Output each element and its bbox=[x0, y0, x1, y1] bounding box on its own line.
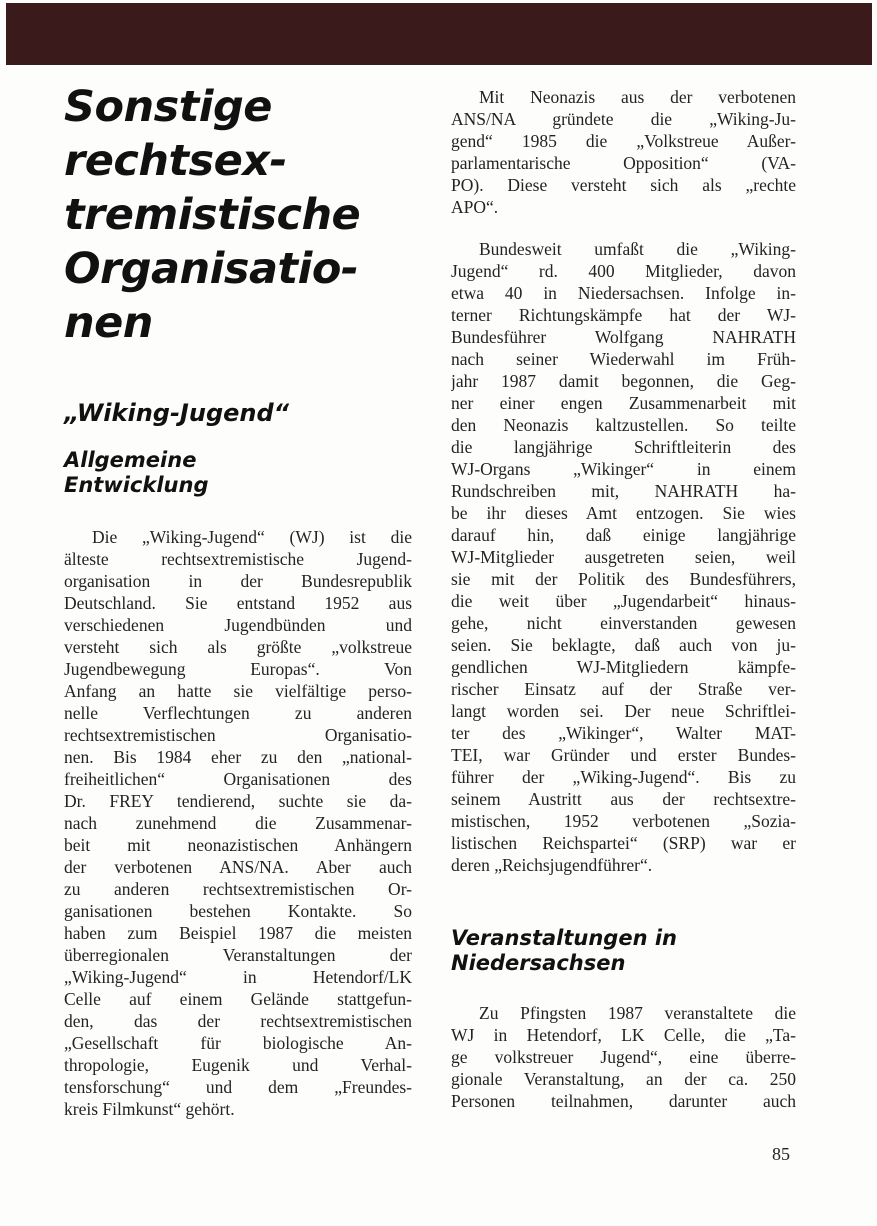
text-line: be ihr dieses Amt entzogen. Sie wies bbox=[451, 503, 796, 523]
text-line: Die „Wiking-Jugend“ (WJ) ist die bbox=[92, 527, 412, 547]
text-line: Bundesführer Wolfgang NAHRATH bbox=[451, 327, 796, 347]
text-line: gendlichen WJ-Mitgliedern kämpfe- bbox=[451, 657, 796, 677]
text-line: nen. Bis 1984 eher zu den „national- bbox=[64, 747, 412, 767]
text-line: ganisationen bestehen Kontakte. So bbox=[64, 901, 412, 921]
text-line: WJ in Hetendorf, LK Celle, die „Ta- bbox=[451, 1025, 796, 1045]
text-line: rischer Einsatz auf der Straße ver- bbox=[451, 679, 796, 699]
title-line: Sonstige bbox=[64, 82, 272, 132]
text-line: rechtsextremistischen Organisatio- bbox=[64, 725, 412, 745]
left-column bbox=[64, 80, 412, 1120]
text-line: kreis Filmkunst“ gehört. bbox=[64, 1099, 235, 1119]
text-line: älteste rechtsextremistische Jugend- bbox=[64, 549, 412, 569]
text-line: listischen Reichspartei“ (SRP) war er bbox=[451, 833, 796, 853]
title-line: Organisatio- bbox=[64, 244, 359, 294]
text-line: jahr 1987 damit begonnen, die Geg- bbox=[451, 371, 796, 391]
text-line: seinem Austritt aus der rechtsextre- bbox=[451, 789, 796, 809]
text-line: nelle Verflechtungen zu anderen bbox=[64, 703, 412, 723]
text-line: die langjährige Schriftleiterin des bbox=[451, 437, 796, 457]
subheading-events-lower-saxony bbox=[451, 926, 796, 976]
text-line: haben zum Beispiel 1987 die meisten bbox=[64, 923, 412, 943]
text-line: sie mit der Politik des Bundesführers, bbox=[451, 569, 796, 589]
paragraph-3 bbox=[451, 238, 796, 876]
text-line: Mit Neonazis aus der verbotenen bbox=[479, 87, 796, 107]
text-line: TEI, war Gründer und erster Bundes- bbox=[451, 745, 796, 765]
text-line: thropologie, Eugenik und Verhal- bbox=[64, 1055, 412, 1075]
subheading-general-development bbox=[64, 448, 412, 498]
text-line: WJ-Organs „Wikinger“ in einem bbox=[451, 459, 796, 479]
section-heading: „Wiking-Jugend“ bbox=[64, 399, 290, 427]
subheading-line: Veranstaltungen in bbox=[451, 926, 677, 950]
text-line: APO“. bbox=[451, 197, 499, 217]
text-line: ner einer engen Zusammenarbeit mit bbox=[451, 393, 796, 413]
text-line: PO). Diese versteht sich als „rechte bbox=[451, 175, 796, 195]
text-line: Deutschland. Sie entstand 1952 aus bbox=[64, 593, 412, 613]
text-line: deren „Reichsjugendführer“. bbox=[451, 855, 653, 875]
text-line: der verbotenen ANS/NA. Aber auch bbox=[64, 857, 412, 877]
page-number: 85 bbox=[772, 1144, 790, 1164]
text-line: gend“ 1985 die „Volkstreue Außer- bbox=[451, 131, 796, 151]
text-line: beit mit neonazistischen Anhängern bbox=[64, 835, 412, 855]
text-line: überregionalen Veranstaltungen der bbox=[64, 945, 412, 965]
paragraph-2 bbox=[451, 86, 796, 218]
text-line: den Neonazis kaltzustellen. So teilte bbox=[451, 415, 796, 435]
text-line: seien. Sie beklagte, daß auch von ju- bbox=[451, 635, 796, 655]
text-line: ANS/NA gründete die „Wiking-Ju- bbox=[451, 109, 796, 129]
right-column bbox=[451, 80, 796, 1112]
text-line: „Gesellschaft für biologische An- bbox=[64, 1033, 412, 1053]
title-line: rechtsex- bbox=[64, 136, 287, 186]
text-line: freiheitlichen“ Organisationen des bbox=[64, 769, 412, 789]
text-line: mistischen, 1952 verbotenen „Sozia- bbox=[451, 811, 796, 831]
text-line: organisation in der Bundesrepublik bbox=[64, 571, 412, 591]
text-line: WJ-Mitglieder ausgetreten seien, weil bbox=[451, 547, 796, 567]
text-line: Jugendbewegung Europas“. Von bbox=[64, 659, 412, 679]
paragraph-4 bbox=[451, 1002, 796, 1112]
text-line: Celle auf einem Gelände stattgefun- bbox=[64, 989, 412, 1009]
text-line: ter des „Wikinger“, Walter MAT- bbox=[451, 723, 796, 743]
text-line: ge volkstreuer Jugend“, eine überre- bbox=[451, 1047, 796, 1067]
text-line: Dr. FREY tendierend, suchte sie da- bbox=[64, 791, 412, 811]
text-line: verschiedenen Jugendbünden und bbox=[64, 615, 412, 635]
main-title bbox=[64, 80, 412, 350]
text-line: Jugend“ rd. 400 Mitglieder, davon bbox=[451, 261, 796, 281]
text-line: den, das der rechtsextremistischen bbox=[64, 1011, 412, 1031]
text-line: Zu Pfingsten 1987 veranstaltete die bbox=[479, 1003, 796, 1023]
text-line: etwa 40 in Niedersachsen. Infolge in- bbox=[451, 283, 796, 303]
text-line: gionale Veranstaltung, an der ca. 250 bbox=[451, 1069, 796, 1089]
text-line: parlamentarische Opposition“ (VA- bbox=[451, 153, 796, 173]
text-line: tensforschung“ und dem „Freundes- bbox=[64, 1077, 412, 1097]
paragraph-1 bbox=[64, 526, 412, 1120]
text-line: langt worden sei. Der neue Schriftlei- bbox=[451, 701, 796, 721]
text-line: Bundesweit umfaßt die „Wiking- bbox=[479, 239, 796, 259]
text-line: Anfang an hatte sie vielfältige perso- bbox=[64, 681, 412, 701]
header-bar bbox=[6, 3, 872, 65]
text-line: die weit über „Jugendarbeit“ hinaus- bbox=[451, 591, 796, 611]
text-line: gehe, nicht einverstanden gewesen bbox=[451, 613, 796, 633]
text-line: Personen teilnahmen, darunter auch bbox=[451, 1091, 796, 1111]
text-line: „Wiking-Jugend“ in Hetendorf/LK bbox=[64, 967, 412, 987]
text-line: nach seiner Wiederwahl im Früh- bbox=[451, 349, 796, 369]
text-line: terner Richtungskämpfe hat der WJ- bbox=[451, 305, 796, 325]
title-line: tremistische bbox=[64, 190, 361, 240]
subheading-line: Allgemeine bbox=[64, 448, 197, 472]
subheading-line: Entwicklung bbox=[64, 473, 209, 497]
title-line: nen bbox=[64, 298, 153, 348]
subheading-line: Niedersachsen bbox=[451, 951, 626, 975]
text-line: zu anderen rechtsextremistischen Or- bbox=[64, 879, 412, 899]
text-line: darauf hin, daß einige langjährige bbox=[451, 525, 796, 545]
text-line: nach zunehmend die Zusammenar- bbox=[64, 813, 412, 833]
text-line: Rundschreiben mit, NAHRATH ha- bbox=[451, 481, 796, 501]
text-line: führer der „Wiking-Jugend“. Bis zu bbox=[451, 767, 796, 787]
text-line: versteht sich als größte „volkstreue bbox=[64, 637, 412, 657]
